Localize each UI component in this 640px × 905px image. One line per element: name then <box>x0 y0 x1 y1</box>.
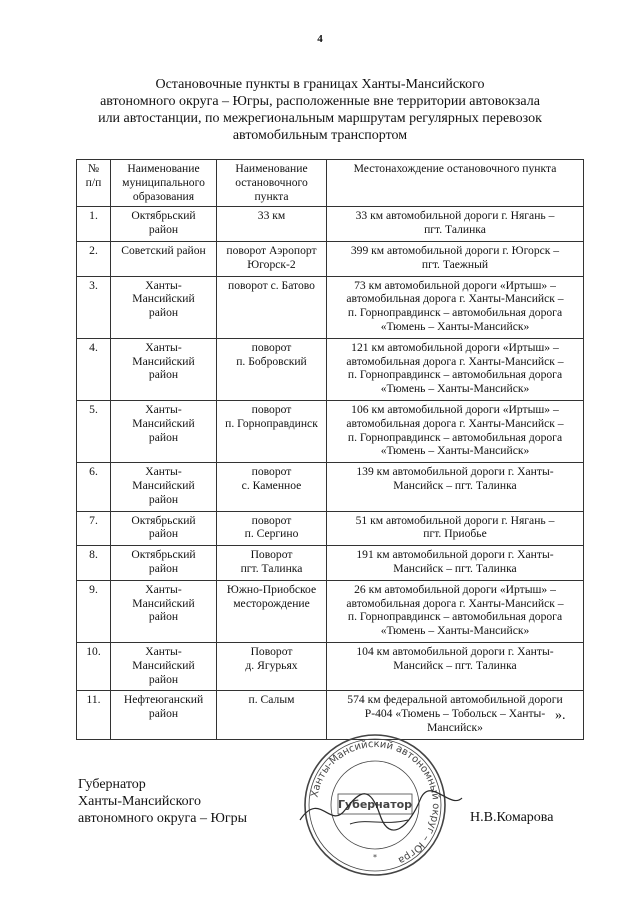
cell-number: 1. <box>77 207 111 242</box>
cell-number: 6. <box>77 463 111 511</box>
cell-location: 26 км автомобильной дороги «Иртыш» – автомобильная дорога г. Ханты-Мансийск – п. Горноправдинск – автомобильная дорога «Тюмень – Ханты-Мансийск» <box>327 580 584 642</box>
table-row <box>77 546 584 581</box>
document-title <box>70 76 570 144</box>
header-location: Местонахождение остановочного пункта <box>327 160 584 207</box>
cell-number: 7. <box>77 511 111 546</box>
cell-municipality: Нефтеюганский район <box>111 691 217 739</box>
signer-name: Н.В.Комарова <box>470 810 554 825</box>
svg-text:*: * <box>373 853 377 862</box>
cell-number: 8. <box>77 546 111 581</box>
cell-location: 121 км автомобильной дороги «Иртыш» – автомобильная дорога г. Ханты-Мансийск – п. Горноправдинск – автомобильная дорога «Тюмень – Ханты-Мансийск» <box>327 338 584 400</box>
cell-location: 399 км автомобильной дороги г. Югорск – пгт. Таежный <box>327 241 584 276</box>
cell-number: 9. <box>77 580 111 642</box>
cell-stop-name: поворот с. Батово <box>217 276 327 338</box>
signer-title-line: автономного округа – Югры <box>78 811 247 826</box>
signer-title-line: Ханты-Мансийского <box>78 794 202 809</box>
header-stop-name: Наименование остановочного пункта <box>217 160 327 207</box>
cell-location: 73 км автомобильной дороги «Иртыш» – автомобильная дорога г. Ханты-Мансийск – п. Горноправдинск – автомобильная дорога «Тюмень – Ханты-Мансийск» <box>327 276 584 338</box>
cell-location: 33 км автомобильной дороги г. Нягань – пгт. Талинка <box>327 207 584 242</box>
table-row <box>77 580 584 642</box>
table-row <box>77 642 584 690</box>
cell-stop-name: Южно-Приобское месторождение <box>217 580 327 642</box>
cell-stop-name: Поворот д. Ягурьях <box>217 642 327 690</box>
table-row <box>77 463 584 511</box>
title-line: автономного округа – Югры, расположенные вне территории автовокзала <box>100 94 540 109</box>
cell-stop-name: поворот п. Горноправдинск <box>217 400 327 462</box>
cell-location: 51 км автомобильной дороги г. Нягань – пгт. Приобье <box>327 511 584 546</box>
cell-municipality: Ханты- Мансийский район <box>111 338 217 400</box>
header-municipality: Наименование муниципального образования <box>111 160 217 207</box>
table-header-row <box>77 160 584 207</box>
svg-text:Ханты-Мансийский автономный ок: Ханты-Мансийский автономный округ – Югра <box>309 738 442 866</box>
cell-municipality: Ханты- Мансийский район <box>111 276 217 338</box>
signer-title-line: Губернатор <box>78 777 146 792</box>
cell-location: 139 км автомобильной дороги г. Ханты- Мансийск – пгт. Талинка <box>327 463 584 511</box>
table-row <box>77 400 584 462</box>
table-row <box>77 276 584 338</box>
cell-stop-name: поворот п. Сергино <box>217 511 327 546</box>
handwritten-signature <box>290 780 470 840</box>
table-row <box>77 511 584 546</box>
table-row <box>77 338 584 400</box>
cell-municipality: Ханты- Мансийский район <box>111 463 217 511</box>
cell-stop-name: п. Салым <box>217 691 327 739</box>
cell-municipality: Ханты- Мансийский район <box>111 642 217 690</box>
cell-municipality: Октябрьский район <box>111 546 217 581</box>
title-line: или автостанции, по межрегиональным маршрутам регулярных перевозок <box>98 111 542 126</box>
closing-quote: ». <box>555 708 566 723</box>
cell-stop-name: поворот с. Каменное <box>217 463 327 511</box>
cell-number: 3. <box>77 276 111 338</box>
cell-stop-name: 33 км <box>217 207 327 242</box>
table-row <box>77 207 584 242</box>
cell-municipality: Октябрьский район <box>111 511 217 546</box>
stops-table <box>76 159 584 740</box>
cell-location: 574 км федеральной автомобильной дороги Р-404 «Тюмень – Тобольск – Ханты- Мансийск» <box>327 691 584 739</box>
title-line: Остановочные пункты в границах Ханты-Мансийского <box>155 77 485 92</box>
cell-stop-name: Поворот пгт. Талинка <box>217 546 327 581</box>
cell-municipality: Ханты- Мансийский район <box>111 400 217 462</box>
cell-location: 106 км автомобильной дороги «Иртыш» – автомобильная дорога г. Ханты-Мансийск – п. Горноправдинск – автомобильная дорога «Тюмень – Ханты-Мансийск» <box>327 400 584 462</box>
svg-text:Губернатор: Губернатор <box>337 798 413 811</box>
signature-block <box>78 776 247 827</box>
header-number: № п/п <box>77 160 111 207</box>
page-number: 4 <box>317 33 323 45</box>
cell-number: 11. <box>77 691 111 739</box>
title-line: автомобильным транспортом <box>232 128 408 143</box>
cell-stop-name: поворот п. Бобровский <box>217 338 327 400</box>
cell-location: 104 км автомобильной дороги г. Ханты- Мансийск – пгт. Талинка <box>327 642 584 690</box>
cell-municipality: Октябрьский район <box>111 207 217 242</box>
cell-municipality: Ханты- Мансийский район <box>111 580 217 642</box>
cell-municipality: Советский район <box>111 241 217 276</box>
cell-location: 191 км автомобильной дороги г. Ханты- Мансийск – пгт. Талинка <box>327 546 584 581</box>
cell-number: 10. <box>77 642 111 690</box>
cell-stop-name: поворот Аэропорт Югорск-2 <box>217 241 327 276</box>
cell-number: 4. <box>77 338 111 400</box>
cell-number: 2. <box>77 241 111 276</box>
cell-number: 5. <box>77 400 111 462</box>
table-row <box>77 241 584 276</box>
